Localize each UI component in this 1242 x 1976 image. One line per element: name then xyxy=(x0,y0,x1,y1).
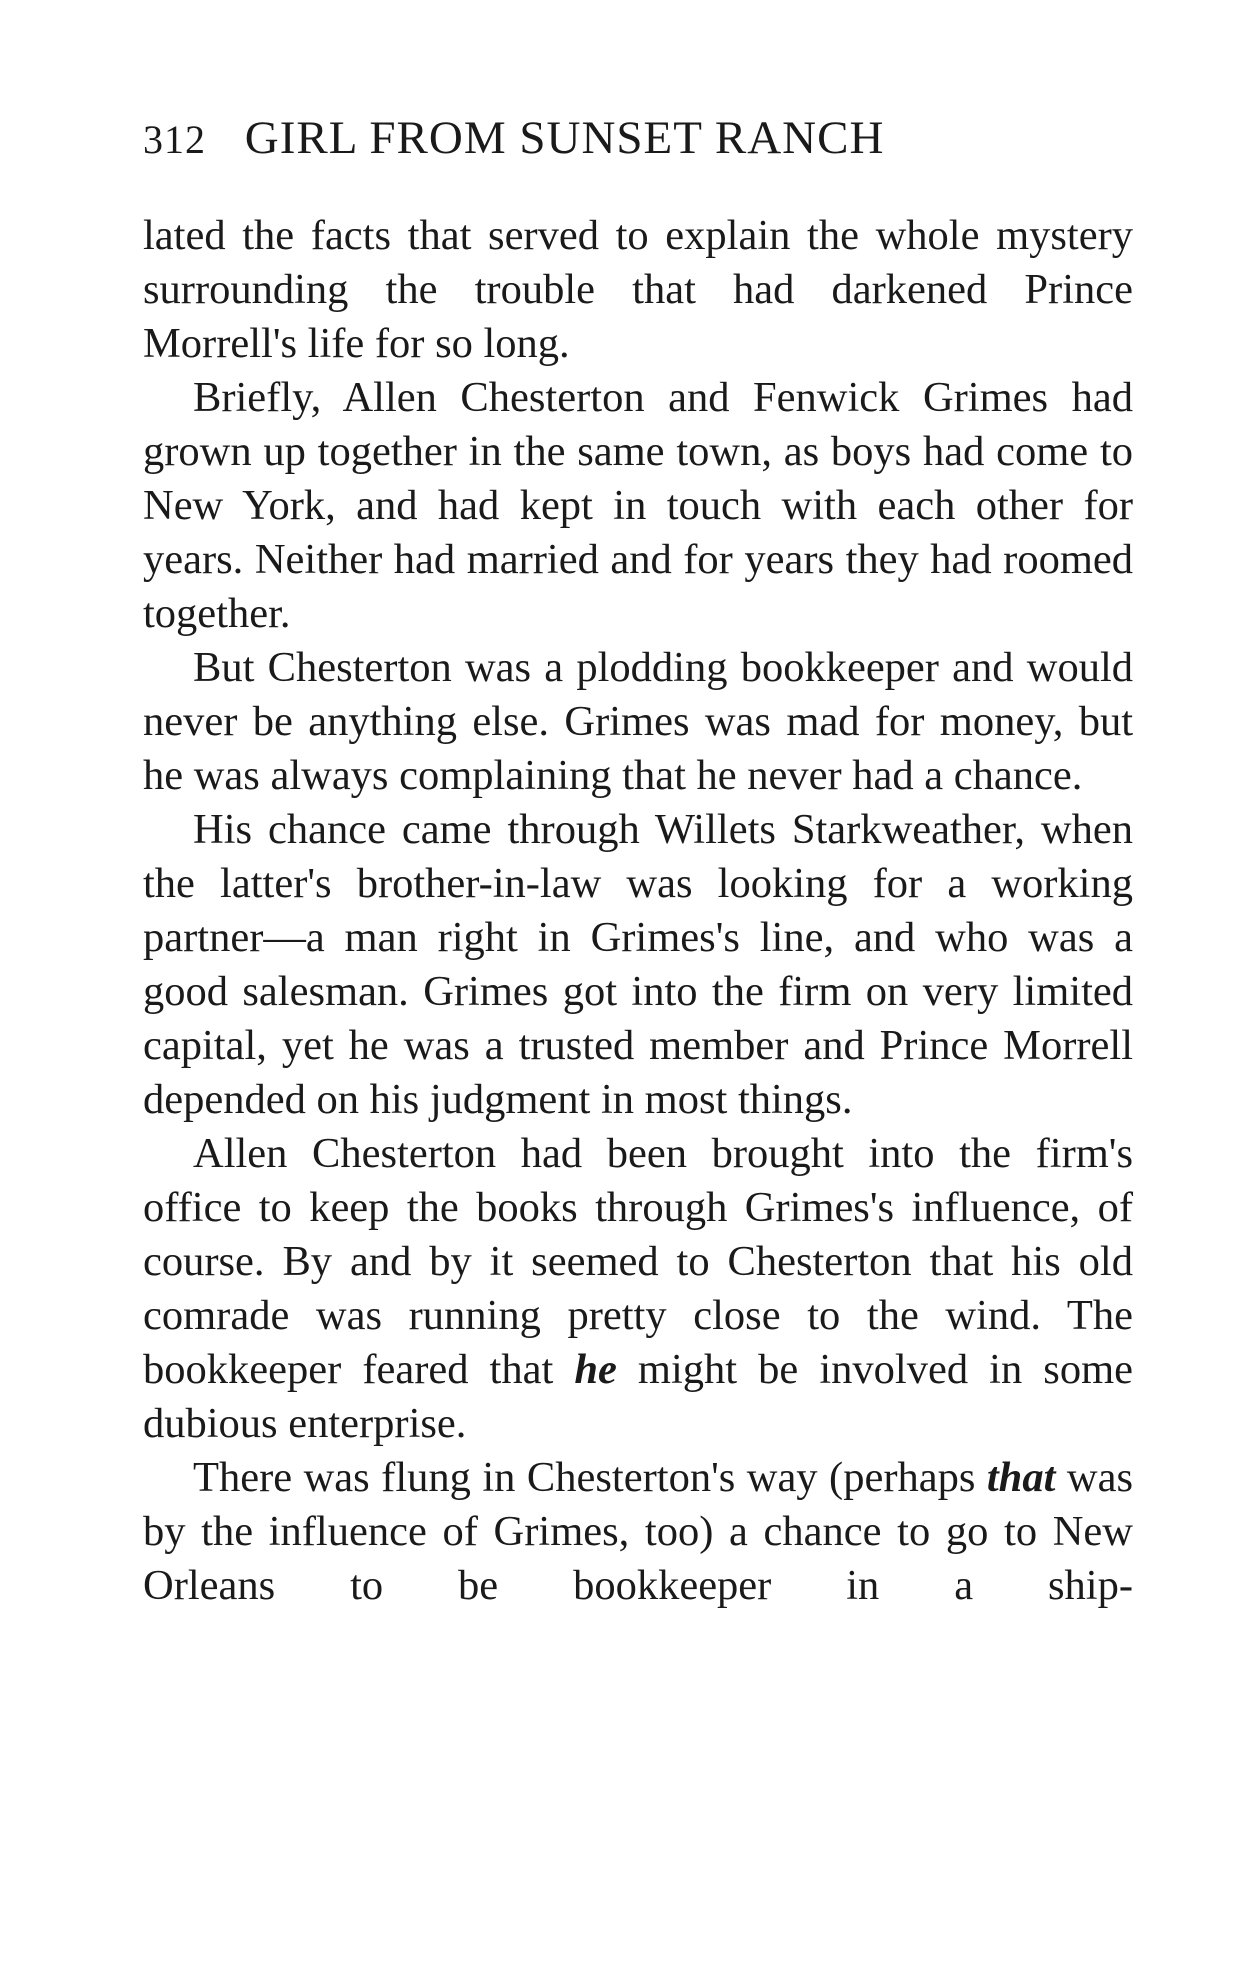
paragraph-1: lated the facts that served to explain the whole mystery surrounding the trouble that had darkened Prince Morrell's life for so long. xyxy=(143,212,1133,367)
paragraph-2: Briefly, Allen Chesterton and Fenwick Grimes had grown up together in the same town, as boys had come to New York, and had kept in touch with each other for years. Neither had married and for years they had roomed together. xyxy=(143,374,1133,637)
body-text xyxy=(143,209,1133,1613)
paragraph-5 xyxy=(143,1127,1133,1451)
running-head xyxy=(143,108,1133,170)
paragraph-6-emphasis: that xyxy=(986,1454,1056,1501)
paragraph-5-text-after: might be involved in some dubious enterprise. xyxy=(143,1346,1133,1447)
paragraph-3: But Chesterton was a plodding bookkeeper and would never be anything else. Grimes was mad for money, but he was always complaining that he never had a chance. xyxy=(143,644,1133,799)
page-number: 312 xyxy=(143,117,206,162)
paragraph-4: His chance came through Willets Starkweather, when the latter's brother-in-law was looking for a working partner—a man right in Grimes's line, and who was a good salesman. Grimes got into the firm on very limited capital, yet he was a trusted member and Prince Morrell depended on his judgment in most things. xyxy=(143,806,1133,1123)
paragraph-5-emphasis: he xyxy=(574,1346,617,1393)
paragraph-6-text-before: There was flung in Chesterton's way (perhaps xyxy=(193,1454,987,1501)
paragraph-6-text-after: was by the influence of Grimes, too) a chance to go to New Orleans to be bookkeeper in a ship- xyxy=(143,1454,1133,1609)
paragraph-5-text-before: Allen Chesterton had been brought into the firm's office to keep the books through Grimes's influence, of course. By and by it seemed to Chesterton that his old comrade was running pretty close to the wind. The bookkeeper feared that xyxy=(143,1130,1133,1393)
book-title: GIRL FROM SUNSET RANCH xyxy=(244,112,885,164)
paragraph-6 xyxy=(143,1451,1133,1613)
